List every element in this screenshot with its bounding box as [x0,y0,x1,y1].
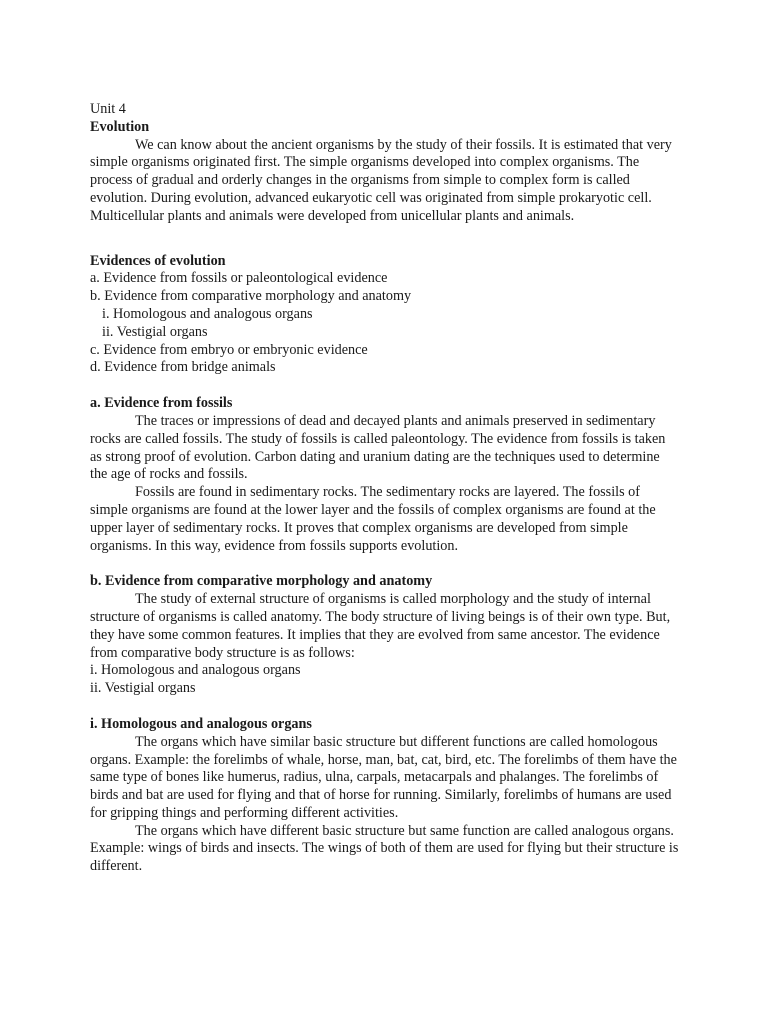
homologous-paragraph: The organs which have similar basic structure but different functions are called homologous organs. Example: the forelimbs of whale, horse, man, bat, cat, bird, etc. The forelimbs of them have the same type of bones like humerus, radius, ulna, carpals, metacarpals and phalanges. The forelimbs of birds and bat are used for flying and that of horse for running. Similarly, forelimbs of humans are used for gripping things and performing different activities. [90,733,677,821]
fossils-paragraph-1: The traces or impressions of dead and decayed plants and animals preserved in sedimentary rocks are called fossils. The study of fossils is called paleontology. The evidence from fossils is taken as strong proof of evolution. Carbon dating and uranium dating are the techniques used to determine the age of rocks and fossils. [90,412,666,483]
evidence-item: d. Evidence from bridge animals [90,359,276,376]
evidence-item: c. Evidence from embryo or embryonic evidence [90,341,368,358]
morphology-paragraph: The study of external structure of organisms is called morphology and the study of internal structure of organisms is called anatomy. The body structure of living beings is of their own type. But, they have some common features. It implies that they are evolved from same ancestor. The evidence from comparative body structure is as follows: [90,591,671,661]
evidence-subitem: ii. Vestigial organs [102,323,208,340]
analogous-paragraph: The organs which have different basic structure but same function are called analogous organs. Example: wings of birds and insects. The wings of both of them are used for flying but their structure is different. [90,822,679,875]
evidence-item: b. Evidence from comparative morphology and anatomy [90,288,412,305]
fossils-paragraph-2: Fossils are found in sedimentary rocks. The sedimentary rocks are layered. The fossils of simple organisms are found at the lower layer and the fossils of complex organisms are found at the upper layer of sedimentary rocks. It proves that complex organisms are developed from simple organisms. In this way, evidence from fossils supports evolution. [90,484,656,554]
evidence-subitem: i. Homologous and analogous organs [102,305,313,322]
evidence-item: a. Evidence from fossils or paleontological evidence [90,270,388,287]
evidences-heading: Evidences of evolution [90,252,226,269]
morphology-list-item: i. Homologous and analogous organs [90,662,301,679]
intro-paragraph: We can know about the ancient organisms by the study of their fossils. It is estimated that very simple organisms originated first. The simple organisms developed into complex organisms. The process of gradual and orderly changes in the organisms from simple to complex form is called evolution. During evolution, advanced eukaryotic cell was originated from simple prokaryotic cell. Multicellular plants and animals were developed from unicellular plants and animals. [90,136,672,224]
morphology-heading: b. Evidence from comparative morphology and anatomy [90,573,433,590]
morphology-list-item: ii. Vestigial organs [90,680,196,697]
unit-label: Unit 4 [90,101,126,117]
document-page [90,101,680,876]
homologous-heading: i. Homologous and analogous organs [90,715,312,732]
page-title: Evolution [90,118,150,135]
fossils-heading: a. Evidence from fossils [90,395,233,412]
